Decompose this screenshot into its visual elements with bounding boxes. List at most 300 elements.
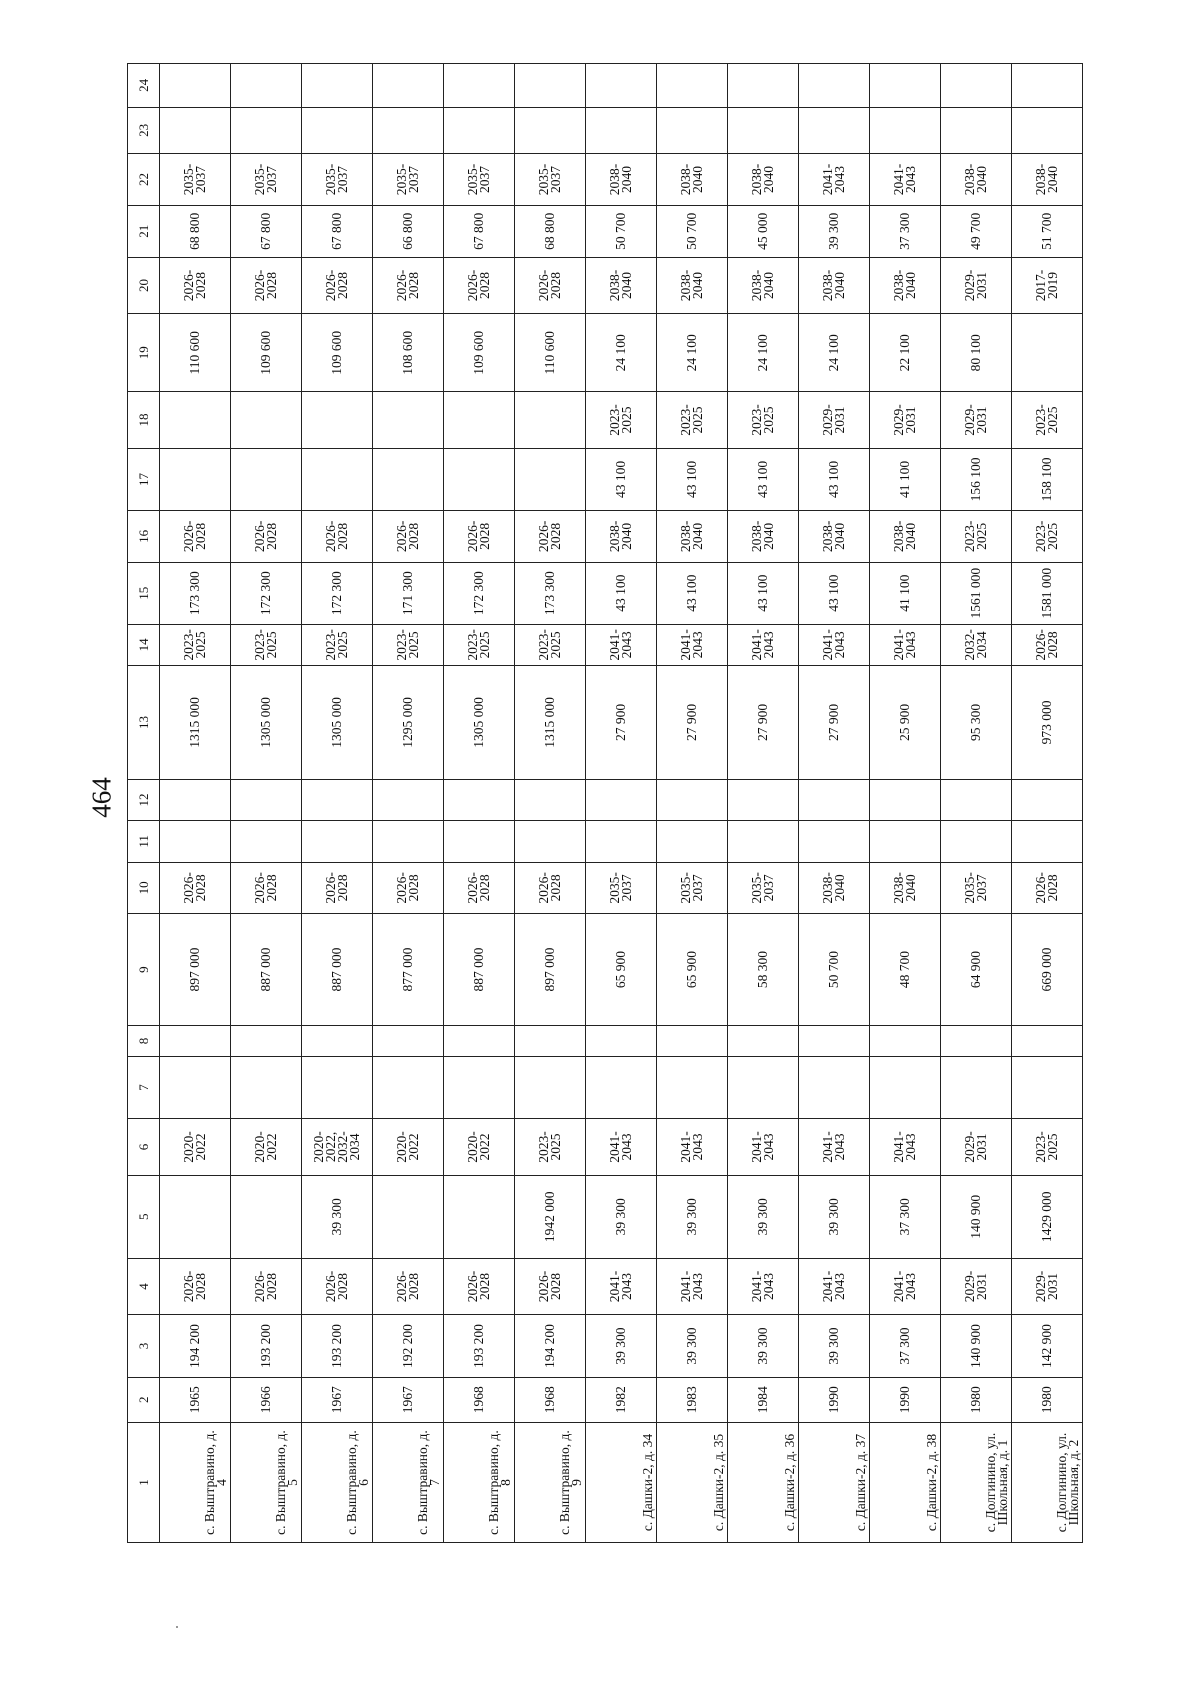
table-cell: 1305 000 xyxy=(231,666,302,780)
table-cell: 2035-2037 xyxy=(373,154,444,206)
table-cell xyxy=(728,107,799,154)
table-cell: 1965 xyxy=(160,1377,231,1423)
table-cell: 2029-2031 xyxy=(941,1119,1012,1176)
table-cell: 2038-2040 xyxy=(870,257,941,314)
table-cell: 39 300 xyxy=(799,205,870,257)
table-cell: 24 100 xyxy=(586,314,657,392)
table-cell xyxy=(444,448,515,510)
table-cell: 2026-2028 xyxy=(231,257,302,314)
table-cell xyxy=(799,779,870,820)
table-cell: 110 600 xyxy=(515,314,586,392)
table-cell: 2026-2028 xyxy=(373,1258,444,1315)
table-cell xyxy=(444,392,515,449)
table-cell xyxy=(160,779,231,820)
table-cell: 43 100 xyxy=(799,562,870,624)
table-cell: 2026-2028 xyxy=(515,257,586,314)
table-cell: 43 100 xyxy=(586,448,657,510)
table-cell: 194 200 xyxy=(160,1315,231,1377)
table-cell: 2026-2028 xyxy=(444,1258,515,1315)
table-cell: 2026-2028 xyxy=(302,510,373,562)
table-cell xyxy=(515,392,586,449)
table-cell xyxy=(941,107,1012,154)
column-number-cell: 20 xyxy=(128,257,160,314)
table-cell xyxy=(231,1175,302,1258)
table-cell xyxy=(444,1175,515,1258)
table-cell: 2041-2043 xyxy=(870,154,941,206)
table-cell: 2041-2043 xyxy=(657,1258,728,1315)
table-cell: 2029-2031 xyxy=(870,392,941,449)
table-cell: 192 200 xyxy=(373,1315,444,1377)
table-cell: 2026-2028 xyxy=(515,1258,586,1315)
table-cell xyxy=(373,448,444,510)
column-number-cell: 18 xyxy=(128,392,160,449)
table-cell: 108 600 xyxy=(373,314,444,392)
table-cell: 39 300 xyxy=(728,1315,799,1377)
table-cell xyxy=(160,107,231,154)
table-cell: 1968 xyxy=(515,1377,586,1423)
table-cell: 140 900 xyxy=(941,1315,1012,1377)
column-number-cell: 24 xyxy=(128,64,160,108)
table-cell xyxy=(373,64,444,108)
table-cell: 173 300 xyxy=(160,562,231,624)
table-row xyxy=(231,64,302,1543)
table-cell: 2038-2040 xyxy=(586,510,657,562)
table-cell: 2026-2028 xyxy=(373,257,444,314)
table-cell xyxy=(373,779,444,820)
table-cell: 2026-2028 xyxy=(231,1258,302,1315)
table-row xyxy=(515,64,586,1543)
address-cell: с. Выштравино, д. 7 xyxy=(373,1423,444,1543)
table-cell: 2026-2028 xyxy=(231,862,302,914)
column-number-cell: 19 xyxy=(128,314,160,392)
table-cell: 2020-2022 xyxy=(373,1119,444,1176)
table-cell: 37 300 xyxy=(870,205,941,257)
table-cell: 51 700 xyxy=(1012,205,1083,257)
table-cell xyxy=(160,1056,231,1118)
table-cell: 39 300 xyxy=(586,1315,657,1377)
table-cell xyxy=(302,821,373,862)
table-cell: 27 900 xyxy=(728,666,799,780)
table-cell: 48 700 xyxy=(870,914,941,1026)
table-cell: 2017-2019 xyxy=(1012,257,1083,314)
column-number-cell: 13 xyxy=(128,666,160,780)
table-cell xyxy=(586,821,657,862)
table-cell: 2035-2037 xyxy=(941,862,1012,914)
column-number-cell: 10 xyxy=(128,862,160,914)
table-cell: 39 300 xyxy=(302,1175,373,1258)
table-cell: 2041-2043 xyxy=(586,1258,657,1315)
table-cell: 2026-2028 xyxy=(160,862,231,914)
table-cell: 2026-2028 xyxy=(160,510,231,562)
table-cell: 2041-2043 xyxy=(586,1119,657,1176)
table-row xyxy=(728,64,799,1543)
address-cell: с. Дашки-2, д. 37 xyxy=(799,1423,870,1543)
table-cell: 193 200 xyxy=(231,1315,302,1377)
table-cell: 172 300 xyxy=(231,562,302,624)
table-cell xyxy=(444,107,515,154)
column-number-cell: 8 xyxy=(128,1025,160,1056)
table-cell: 2023-2025 xyxy=(657,392,728,449)
table-cell: 1561 000 xyxy=(941,562,1012,624)
table-cell: 2026-2028 xyxy=(160,257,231,314)
table-row xyxy=(444,64,515,1543)
table-cell: 65 900 xyxy=(586,914,657,1026)
table-cell xyxy=(657,821,728,862)
table-cell: 67 800 xyxy=(231,205,302,257)
table-cell xyxy=(941,1025,1012,1056)
table-cell: 2023-2025 xyxy=(1012,1119,1083,1176)
table-cell: 2026-2028 xyxy=(444,862,515,914)
table-cell xyxy=(160,1175,231,1258)
table-cell: 24 100 xyxy=(799,314,870,392)
table-cell: 2038-2040 xyxy=(586,257,657,314)
column-number-cell: 2 xyxy=(128,1377,160,1423)
table-row xyxy=(302,64,373,1543)
table-cell xyxy=(515,64,586,108)
table-cell: 2029-2031 xyxy=(941,1258,1012,1315)
table-cell xyxy=(373,1175,444,1258)
table-cell: 171 300 xyxy=(373,562,444,624)
table-cell xyxy=(586,107,657,154)
table-cell: 1581 000 xyxy=(1012,562,1083,624)
table-cell xyxy=(799,1025,870,1056)
table-cell: 887 000 xyxy=(302,914,373,1026)
table-cell xyxy=(444,1025,515,1056)
table-cell: 2023-2025 xyxy=(586,392,657,449)
table-cell xyxy=(728,779,799,820)
table-cell: 1982 xyxy=(586,1377,657,1423)
table-cell: 2041-2043 xyxy=(657,624,728,665)
table-cell: 2023-2025 xyxy=(515,624,586,665)
table-cell xyxy=(870,821,941,862)
table-row xyxy=(586,64,657,1543)
table-cell: 37 300 xyxy=(870,1175,941,1258)
table-cell: 2038-2040 xyxy=(799,862,870,914)
table-row xyxy=(373,64,444,1543)
table-cell: 2023-2025 xyxy=(444,624,515,665)
table-cell xyxy=(728,821,799,862)
table-cell: 2038-2040 xyxy=(728,257,799,314)
table-cell: 2041-2043 xyxy=(870,1258,941,1315)
table-cell: 2026-2028 xyxy=(373,862,444,914)
table-cell: 2041-2043 xyxy=(870,624,941,665)
table-cell: 95 300 xyxy=(941,666,1012,780)
table-cell: 2026-2028 xyxy=(373,510,444,562)
repair-schedule-table xyxy=(127,63,1083,1543)
table-cell xyxy=(373,107,444,154)
table-cell xyxy=(160,64,231,108)
table-cell: 2035-2037 xyxy=(515,154,586,206)
column-number-cell: 6 xyxy=(128,1119,160,1176)
address-cell: с. Дашки-2, д. 34 xyxy=(586,1423,657,1543)
table-cell xyxy=(799,64,870,108)
table-cell: 1967 xyxy=(373,1377,444,1423)
address-cell: с. Дашки-2, д. 35 xyxy=(657,1423,728,1543)
table-cell xyxy=(231,64,302,108)
table-cell: 43 100 xyxy=(799,448,870,510)
table-cell: 1990 xyxy=(799,1377,870,1423)
table-cell: 2035-2037 xyxy=(231,154,302,206)
table-cell: 2020-2022 xyxy=(160,1119,231,1176)
table-cell: 2026-2028 xyxy=(160,1258,231,1315)
table-cell xyxy=(302,64,373,108)
table-cell: 2041-2043 xyxy=(728,624,799,665)
table-cell: 37 300 xyxy=(870,1315,941,1377)
column-number-cell: 12 xyxy=(128,779,160,820)
table-cell xyxy=(160,1025,231,1056)
column-number-cell: 15 xyxy=(128,562,160,624)
scan-speck xyxy=(176,1626,178,1628)
table-cell: 2035-2037 xyxy=(657,862,728,914)
table-cell xyxy=(515,779,586,820)
table-cell: 41 100 xyxy=(870,448,941,510)
table-cell xyxy=(1012,1056,1083,1118)
table-cell: 27 900 xyxy=(586,666,657,780)
table-cell: 2026-2028 xyxy=(515,510,586,562)
table-cell xyxy=(941,821,1012,862)
table-cell xyxy=(444,64,515,108)
table-cell: 1983 xyxy=(657,1377,728,1423)
table-cell: 2023-2025 xyxy=(1012,392,1083,449)
table-cell: 2023-2025 xyxy=(231,624,302,665)
table-cell xyxy=(515,821,586,862)
table-cell: 2026-2028 xyxy=(302,1258,373,1315)
table-cell: 2023-2025 xyxy=(373,624,444,665)
table-cell xyxy=(728,1025,799,1056)
table-cell xyxy=(941,64,1012,108)
column-number-cell: 5 xyxy=(128,1175,160,1258)
table-cell xyxy=(444,821,515,862)
table-cell xyxy=(231,392,302,449)
table-cell xyxy=(586,779,657,820)
column-number-cell: 9 xyxy=(128,914,160,1026)
table-cell: 2026-2028 xyxy=(1012,624,1083,665)
table-cell xyxy=(657,1025,728,1056)
address-cell: с. Дашки-2, д. 38 xyxy=(870,1423,941,1543)
table-cell: 2038-2040 xyxy=(728,510,799,562)
table-cell xyxy=(444,779,515,820)
table-cell xyxy=(657,64,728,108)
table-cell: 1315 000 xyxy=(160,666,231,780)
table-cell: 2038-2040 xyxy=(657,257,728,314)
table-cell xyxy=(657,107,728,154)
table-cell: 2041-2043 xyxy=(586,624,657,665)
table-cell: 2038-2040 xyxy=(799,510,870,562)
address-cell: с. Выштравино, д. 6 xyxy=(302,1423,373,1543)
table-cell: 194 200 xyxy=(515,1315,586,1377)
table-cell xyxy=(515,1025,586,1056)
table-cell: 41 100 xyxy=(870,562,941,624)
table-cell xyxy=(586,1056,657,1118)
table-cell xyxy=(231,107,302,154)
column-number-cell: 22 xyxy=(128,154,160,206)
table-cell: 39 300 xyxy=(657,1175,728,1258)
table-cell: 1305 000 xyxy=(444,666,515,780)
column-number-cell: 21 xyxy=(128,205,160,257)
table-cell: 65 900 xyxy=(657,914,728,1026)
table-cell xyxy=(160,448,231,510)
table-cell xyxy=(1012,779,1083,820)
table-cell: 43 100 xyxy=(728,562,799,624)
table-cell: 158 100 xyxy=(1012,448,1083,510)
address-cell: с. Выштравино, д. 4 xyxy=(160,1423,231,1543)
table-cell: 2038-2040 xyxy=(941,154,1012,206)
table-cell xyxy=(515,1056,586,1118)
table-cell: 2041-2043 xyxy=(728,1119,799,1176)
table-cell: 58 300 xyxy=(728,914,799,1026)
table-cell: 2026-2028 xyxy=(444,510,515,562)
table-cell: 2038-2040 xyxy=(728,154,799,206)
table-cell: 50 700 xyxy=(657,205,728,257)
column-number-cell: 7 xyxy=(128,1056,160,1118)
table-cell: 2041-2043 xyxy=(728,1258,799,1315)
table-cell: 897 000 xyxy=(515,914,586,1026)
table-cell: 50 700 xyxy=(799,914,870,1026)
table-cell: 1980 xyxy=(941,1377,1012,1423)
table-cell xyxy=(231,448,302,510)
table-cell xyxy=(231,1025,302,1056)
table-cell xyxy=(799,821,870,862)
table-cell xyxy=(728,1056,799,1118)
table-cell xyxy=(373,392,444,449)
table-cell xyxy=(586,1025,657,1056)
table-cell xyxy=(870,1056,941,1118)
table-cell: 2029-2031 xyxy=(799,392,870,449)
table-cell: 2020-2022, 2032-2034 xyxy=(302,1119,373,1176)
address-cell: с. Долгинино, ул. Школьная, д. 1 xyxy=(941,1423,1012,1543)
table-cell: 156 100 xyxy=(941,448,1012,510)
table-cell: 27 900 xyxy=(657,666,728,780)
table-cell: 2023-2025 xyxy=(941,510,1012,562)
table-cell: 2023-2025 xyxy=(1012,510,1083,562)
table-cell: 67 800 xyxy=(302,205,373,257)
table-cell: 172 300 xyxy=(302,562,373,624)
table-cell xyxy=(444,1056,515,1118)
table-cell xyxy=(373,1056,444,1118)
table-cell: 1295 000 xyxy=(373,666,444,780)
table-cell: 45 000 xyxy=(728,205,799,257)
table-cell xyxy=(515,448,586,510)
table-cell: 49 700 xyxy=(941,205,1012,257)
table-cell xyxy=(160,821,231,862)
table-cell: 140 900 xyxy=(941,1175,1012,1258)
table-cell: 2038-2040 xyxy=(1012,154,1083,206)
address-cell: с. Дашки-2, д. 36 xyxy=(728,1423,799,1543)
table-cell: 2023-2025 xyxy=(728,392,799,449)
table-cell: 877 000 xyxy=(373,914,444,1026)
table-row xyxy=(799,64,870,1543)
table-cell: 25 900 xyxy=(870,666,941,780)
table-cell: 2035-2037 xyxy=(302,154,373,206)
table-cell: 43 100 xyxy=(586,562,657,624)
table-cell xyxy=(941,779,1012,820)
table-cell xyxy=(302,1056,373,1118)
table-cell: 2041-2043 xyxy=(870,1119,941,1176)
table-cell: 1942 000 xyxy=(515,1175,586,1258)
address-cell: с. Выштравино, д. 9 xyxy=(515,1423,586,1543)
table-cell: 68 800 xyxy=(160,205,231,257)
table-cell xyxy=(302,779,373,820)
table-cell xyxy=(657,779,728,820)
address-cell: с. Долгинино, ул. Школьная, д. 2 xyxy=(1012,1423,1083,1543)
table-cell: 2041-2043 xyxy=(657,1119,728,1176)
table-cell: 2038-2040 xyxy=(657,154,728,206)
column-number-cell: 1 xyxy=(128,1423,160,1543)
table-cell xyxy=(231,821,302,862)
table-cell xyxy=(373,1025,444,1056)
table-cell: 973 000 xyxy=(1012,666,1083,780)
table-cell: 109 600 xyxy=(302,314,373,392)
table-cell xyxy=(799,107,870,154)
table-cell: 2032-2034 xyxy=(941,624,1012,665)
table-cell: 142 900 xyxy=(1012,1315,1083,1377)
table-row xyxy=(870,64,941,1543)
column-number-cell: 17 xyxy=(128,448,160,510)
table-cell xyxy=(870,1025,941,1056)
table-cell: 39 300 xyxy=(799,1315,870,1377)
table-cell: 39 300 xyxy=(586,1175,657,1258)
table-cell: 67 800 xyxy=(444,205,515,257)
table-cell: 1968 xyxy=(444,1377,515,1423)
column-number-cell: 23 xyxy=(128,107,160,154)
table-cell: 2026-2028 xyxy=(444,257,515,314)
table-cell xyxy=(302,107,373,154)
table-cell: 64 900 xyxy=(941,914,1012,1026)
table-cell: 2020-2022 xyxy=(444,1119,515,1176)
table-cell: 2020-2022 xyxy=(231,1119,302,1176)
table-cell: 80 100 xyxy=(941,314,1012,392)
table-cell: 66 800 xyxy=(373,205,444,257)
table-row xyxy=(160,64,231,1543)
column-number-cell: 11 xyxy=(128,821,160,862)
table-cell xyxy=(231,779,302,820)
table-cell: 2026-2028 xyxy=(515,862,586,914)
table-cell: 68 800 xyxy=(515,205,586,257)
table-cell xyxy=(231,1056,302,1118)
table-cell xyxy=(302,448,373,510)
table-cell: 39 300 xyxy=(799,1175,870,1258)
table-cell: 669 000 xyxy=(1012,914,1083,1026)
table-cell: 173 300 xyxy=(515,562,586,624)
table-cell xyxy=(870,779,941,820)
table-cell xyxy=(160,392,231,449)
table-cell: 2038-2040 xyxy=(586,154,657,206)
header-row xyxy=(128,64,160,1543)
table-cell xyxy=(941,1056,1012,1118)
table-cell xyxy=(870,107,941,154)
table-cell: 39 300 xyxy=(728,1175,799,1258)
column-number-cell: 4 xyxy=(128,1258,160,1315)
table-cell: 24 100 xyxy=(657,314,728,392)
table-cell: 2029-2031 xyxy=(941,392,1012,449)
table-cell: 2038-2040 xyxy=(657,510,728,562)
table-cell: 1315 000 xyxy=(515,666,586,780)
column-number-cell: 16 xyxy=(128,510,160,562)
table-cell: 2026-2028 xyxy=(302,862,373,914)
table-cell: 2023-2025 xyxy=(160,624,231,665)
table-cell: 2026-2028 xyxy=(231,510,302,562)
table-cell: 193 200 xyxy=(302,1315,373,1377)
table-cell xyxy=(515,107,586,154)
table-cell xyxy=(870,64,941,108)
table-cell: 109 600 xyxy=(231,314,302,392)
table-cell: 50 700 xyxy=(586,205,657,257)
table-cell: 2041-2043 xyxy=(799,1258,870,1315)
table-cell: 172 300 xyxy=(444,562,515,624)
table-cell: 2023-2025 xyxy=(302,624,373,665)
table-cell: 39 300 xyxy=(657,1315,728,1377)
table-row xyxy=(941,64,1012,1543)
